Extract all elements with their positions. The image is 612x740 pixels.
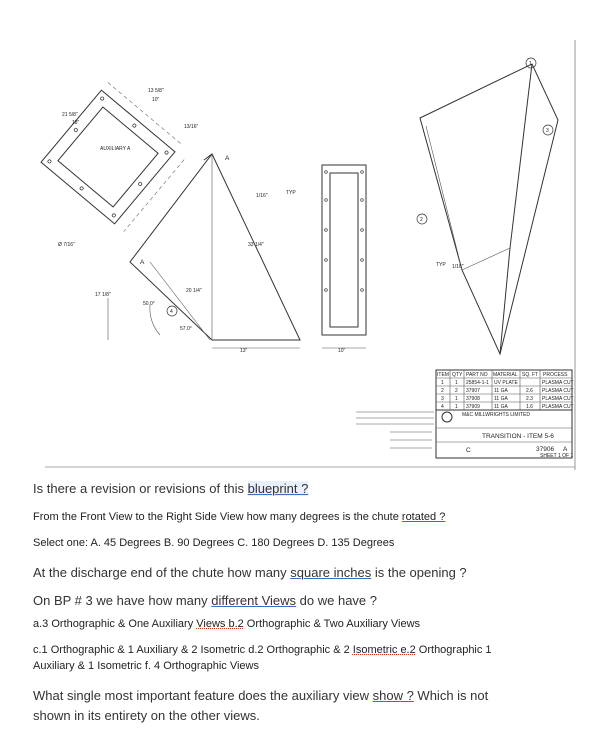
bom-table	[436, 370, 574, 410]
dim-iso-typ: TYP	[436, 262, 446, 268]
q6-text: a.3 Orthographic & One Auxiliary	[33, 618, 197, 630]
dim-inner-width: 18"	[72, 120, 80, 126]
q8-link[interactable]: show ?	[372, 688, 414, 703]
bom-header-part: PART NO	[466, 372, 488, 378]
notes-block	[356, 412, 434, 448]
q8-text: What single most important feature does the auxiliary view	[33, 688, 373, 703]
dim-side-width: 10"	[338, 348, 346, 354]
bom-header-qty: QTY	[452, 372, 463, 378]
bom-cell: PLASMA CUT	[542, 388, 574, 394]
bom-cell: 11 GA	[494, 404, 508, 410]
bom-cell: 25854-1-1	[466, 380, 489, 386]
bom-cell: 2	[441, 388, 444, 394]
bom-header-item: ITEM	[437, 372, 449, 378]
dim-weld-size: 1/16"	[256, 193, 268, 199]
bom-cell: 11 GA	[494, 388, 508, 394]
bom-cell: 1	[455, 380, 458, 386]
answer-options-f: Auxiliary & 1 Isometric f. 4 Orthographic Views	[33, 660, 259, 672]
drawing-title: TRANSITION - ITEM 5-6	[482, 433, 554, 440]
q6-link[interactable]: Views b.2	[196, 618, 244, 630]
bom-cell: 3	[441, 396, 444, 402]
bom-cell: 1	[441, 380, 444, 386]
q4-text: At the discharge end of the chute how many	[33, 565, 291, 580]
bom-cell: 1	[455, 404, 458, 410]
q2-link[interactable]: rotated ?	[401, 511, 446, 523]
drawing-revision: A	[563, 446, 568, 453]
answer-options-ab	[33, 618, 420, 630]
bom-cell: PLASMA CUT	[542, 396, 574, 402]
dim-iso-weld: 1/16"	[452, 264, 464, 270]
dim-overall-height: 13 5/8"	[148, 88, 164, 94]
q5-link[interactable]: different Views	[211, 593, 297, 608]
balloon-4: 4	[170, 309, 173, 315]
bom-cell: 37907	[466, 388, 480, 394]
q8-after: Which is not	[413, 688, 489, 703]
drawing-size: C	[466, 447, 471, 454]
bom-header-process: PROCESS	[543, 372, 568, 378]
dim-overall-width: 21 5/8"	[62, 112, 78, 118]
auxiliary-view	[41, 82, 198, 248]
dim-angle-lower: 57.0°	[180, 326, 192, 332]
q7-after: Orthographic 1	[415, 644, 492, 656]
bom-cell: 4	[441, 404, 444, 410]
q2-text: From the Front View to the Right Side View how many degrees is the chute	[33, 511, 402, 523]
dim-weld-typ: TYP	[286, 190, 296, 196]
q4-link[interactable]: square inches	[290, 565, 372, 580]
bom-cell: 37908	[466, 396, 480, 402]
balloon-2: 2	[420, 217, 423, 223]
q1-text: Is there a revision or revisions of this	[33, 481, 248, 496]
bom-cell: 2.3	[526, 396, 533, 402]
bom-cell: 1.6	[526, 404, 533, 410]
bom-cell: 11 GA	[494, 396, 508, 402]
company-name: M&C MILLWRIGHTS LIMITED	[462, 412, 530, 418]
bom-cell: 37909	[466, 404, 480, 410]
dim-flange-offset: 17 1/8"	[95, 292, 111, 298]
q4-after: is the opening ?	[371, 565, 467, 580]
bom-header-material: MATERIAL	[493, 372, 518, 378]
isometric-view	[420, 64, 558, 354]
bom-cell: 1	[455, 396, 458, 402]
question-auxiliary-feature	[33, 688, 488, 703]
q1-link[interactable]: blueprint ?	[247, 481, 309, 496]
q5-text: On BP # 3 we have how many	[33, 593, 212, 608]
drawing-number: 37906	[536, 446, 555, 453]
q6-after: Orthographic & Two Auxiliary Views	[243, 618, 421, 630]
bom-cell: 2.6	[526, 388, 533, 394]
dim-inner-height: 10"	[152, 97, 160, 103]
answer-options-cde	[33, 644, 492, 656]
bom-cell: UV PLATE	[494, 380, 518, 386]
bom-header-sqft: SQ. FT	[522, 372, 539, 378]
question-select-one: Select one: A. 45 Degrees B. 90 Degrees C. 180 Degrees D. 135 Degrees	[33, 537, 395, 549]
balloon-1: 1	[529, 61, 532, 67]
balloon-3: 3	[546, 128, 549, 134]
sheet-number: SHEET 1 OF 1	[540, 453, 574, 459]
bom-cell: PLASMA CUT	[542, 404, 574, 410]
dim-hole-spacing: 13/16"	[184, 124, 199, 130]
dim-hole-diameter: Ø 7/16"	[58, 242, 75, 248]
question-revision	[33, 481, 308, 496]
title-block	[436, 410, 573, 459]
dim-chute-height: 20 1/4"	[186, 288, 202, 294]
item-balloons	[167, 58, 553, 316]
section-marker-bottom: A	[140, 259, 145, 266]
section-marker-top: A	[225, 155, 230, 162]
dim-angle-upper: 50.0°	[143, 301, 155, 307]
question-auxiliary-feature-cont: shown in its entirety on the other views.	[33, 708, 260, 723]
bom-cell: 2	[455, 388, 458, 394]
q5-after: do we have ?	[296, 593, 377, 608]
question-rotation	[33, 511, 445, 523]
bom-cell: PLASMA CUT	[542, 380, 574, 386]
dim-chute-length: 33 1/4"	[248, 242, 264, 248]
q7-text: c.1 Orthographic & 1 Auxiliary & 2 Isometric d.2 Orthographic & 2	[33, 644, 353, 656]
side-view	[322, 165, 366, 354]
front-view	[95, 154, 300, 354]
question-discharge-area	[33, 565, 467, 580]
auxiliary-label: AUXILIARY A	[100, 146, 131, 152]
q7-link[interactable]: Isometric e.2	[352, 644, 416, 656]
question-view-count	[33, 593, 377, 608]
dim-bottom-width: 13"	[240, 348, 248, 354]
